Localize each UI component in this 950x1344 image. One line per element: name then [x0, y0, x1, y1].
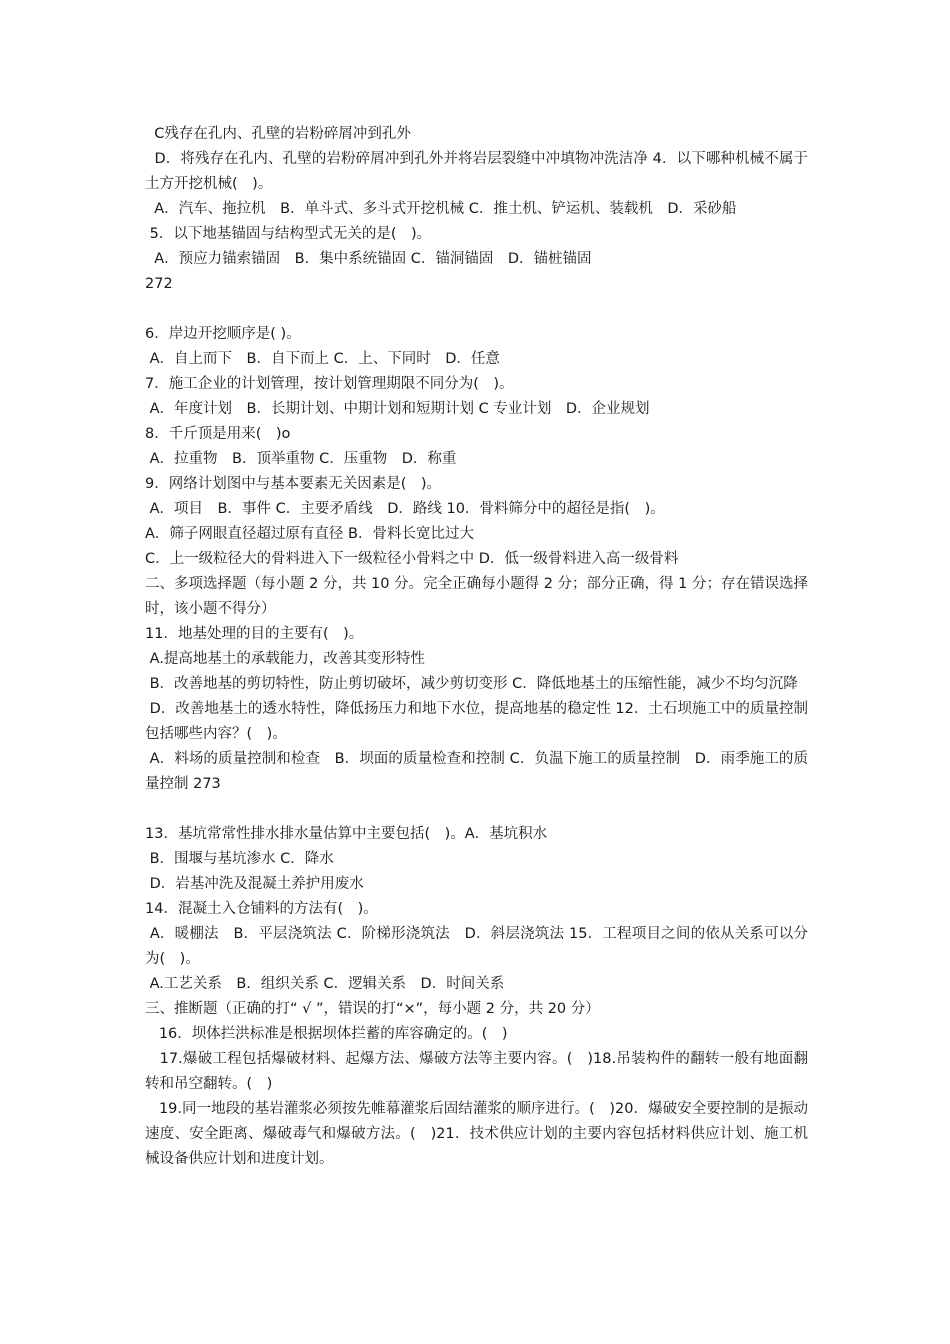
text-line: C．上一级粒径大的骨料进入下一级粒径小骨料之中 D．低一级骨料进入高一级骨料: [145, 551, 679, 567]
text-line: A．预应力锚索锚固 B．集中系统锚固 C．锚洞锚固 D．锚桩锚固: [145, 251, 592, 267]
text-line: A．年度计划 B．长期计划、中期计划和短期计划 C 专业计划 D．企业规划: [145, 401, 650, 417]
text-line: A．项目 B．事件 C．主要矛盾线 D．路线 10．骨料筛分中的超径是指( )。: [145, 501, 665, 517]
text-paragraph: D．改善地基土的透水特性，降低扬压力和地下水位，提高地基的稳定性 12．土石坝施工中的质量控制包括哪些内容？( )。: [145, 701, 808, 742]
section-heading: 三、推断题（正确的打“ √ ”，错误的打“×”，每小题 2 分，共 20 分）: [145, 1001, 600, 1017]
text-line: 11．地基处理的目的主要有( )。: [145, 626, 364, 642]
text-paragraph: D．将残存在孔内、孔壁的岩粉碎屑冲到孔外并将岩层裂缝中冲填物冲洗洁净 4．以下哪种机械不属于土方开挖机械( )。: [145, 151, 808, 192]
text-line: 7．施工企业的计划管理，按计划管理期限不同分为( )。: [145, 376, 514, 392]
document-body: [145, 122, 808, 1172]
text-line: 8．千斤顶是用来( )o: [145, 426, 291, 442]
text-line: 9．网络计划图中与基本要素无关因素是( )。: [145, 476, 442, 492]
page-number: 272: [145, 276, 173, 292]
text-paragraph: 17.爆破工程包括爆破材料、起爆方法、爆破方法等主要内容。( )18.吊装构件的翻转一般有地面翻转和吊空翻转。( ): [145, 1051, 808, 1092]
text-line: A.工艺关系 B．组织关系 C．逻辑关系 D．时间关系: [145, 976, 505, 992]
text-paragraph: A．料场的质量控制和检查 B．坝面的质量检查和控制 C．负温下施工的质量控制 D．雨季施工的质量控制 273: [145, 751, 808, 792]
text-paragraph: A．汽车、拖拉机 B．单斗式、多斗式开挖机械 C．推土机、铲运机、装载机 D．采砂船: [145, 201, 737, 217]
text-paragraph: A．暖棚法 B．平层浇筑法 C．阶梯形浇筑法 D．斜层浇筑法 15．工程项目之间的依从关系可以分为( )。: [145, 926, 808, 967]
text-line: A．筛子网眼直径超过原有直径 B．骨料长宽比过大: [145, 526, 474, 542]
section-heading: 二、多项选择题（每小题 2 分，共 10 分。完全正确每小题得 2 分；部分正确，得 1 分；存在错误选择时，该小题不得分）: [145, 576, 808, 617]
section-gap: [145, 797, 808, 822]
text-paragraph: 19.同一地段的基岩灌浆必须按先帷幕灌浆后固结灌浆的顺序进行。( )20．爆破安全要控制的是振动速度、安全距离、爆破毒气和爆破方法。( )21．技术供应计划的主要内容包括材料供应计划、施工机械设备供应计划和进度计划。: [145, 1101, 808, 1167]
text-line: B．围堰与基坑渗水 C．降水: [145, 851, 334, 867]
text-line: A．自上而下 B．自下而上 C．上、下同时 D．任意: [145, 351, 500, 367]
text-line: D．岩基冲洗及混凝土养护用废水: [145, 876, 364, 892]
text-line: C残存在孔内、孔壁的岩粉碎屑冲到孔外: [145, 126, 411, 142]
section-gap: [145, 297, 808, 322]
text-line: 13．基坑常常性排水排水量估算中主要包括( )。A．基坑积水: [145, 826, 548, 842]
text-line: 14．混凝土入仓铺料的方法有( )。: [145, 901, 378, 917]
text-line: 5．以下地基锚固与结构型式无关的是( )。: [145, 226, 432, 242]
text-paragraph: B．改善地基的剪切特性，防止剪切破坏，减少剪切变形 C．降低地基土的压缩性能，减少不均匀沉降: [145, 676, 798, 692]
text-line: 16．坝体拦洪标准是根据坝体拦蓄的库容确定的。( ): [145, 1026, 508, 1042]
text-line: A.提高地基土的承载能力，改善其变形特性: [145, 651, 425, 667]
text-line: A．拉重物 B．顶举重物 C．压重物 D．称重: [145, 451, 457, 467]
text-line: 6．岸边开挖顺序是( )。: [145, 326, 301, 342]
